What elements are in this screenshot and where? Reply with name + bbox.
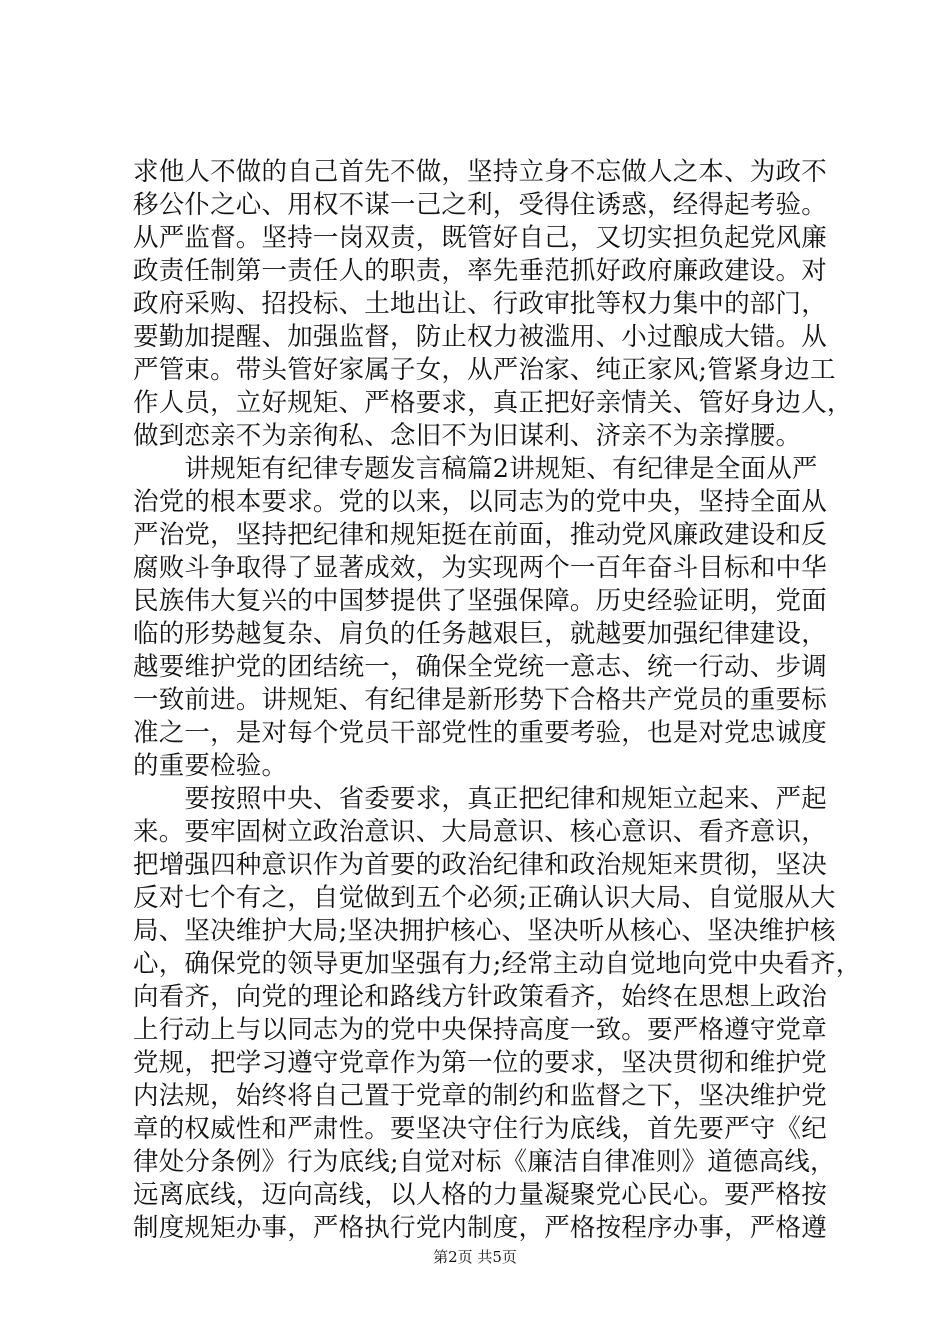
text-line: 律处分条例》行为底线;自觉对标《廉洁自律准则》道德高线， xyxy=(133,1147,836,1177)
text-line: 严管束。带头管好家属子女，从严治家、纯正家风;管紧身边工 xyxy=(133,355,836,385)
text-line: 作人员，立好规矩、严格要求，真正把好亲情关、管好身边人， xyxy=(133,388,853,418)
text-line: 要勤加提醒、加强监督，防止权力被滥用、小过酿成大错。从 xyxy=(133,322,827,352)
text-line: 制度规矩办事，严格执行党内制度，严格按程序办事，严格遵 xyxy=(133,1213,827,1243)
text-line: 的重要检验。 xyxy=(133,751,288,781)
text-line: 移公仆之心、用权不谋一己之利，受得住诱惑，经得起考验。 xyxy=(133,190,827,220)
text-line: 来。要牢固树立政治意识、大局意识、核心意识、看齐意识， xyxy=(133,817,827,847)
text-line: 党规，把学习遵守党章作为第一位的要求，坚决贯彻和维护党 xyxy=(133,1048,827,1078)
text-line: 治党的根本要求。党的以来，以同志为的党中央，坚持全面从 xyxy=(133,487,827,517)
text-line: 章的权威性和严肃性。要坚决守住行为底线，首先要严守《纪 xyxy=(133,1114,827,1144)
text-line: 反对七个有之，自觉做到五个必须;正确认识大局、自觉服从大 xyxy=(133,883,836,913)
text-line: 局、坚决维护大局;坚决拥护核心、坚决听从核心、坚决维护核 xyxy=(133,916,836,946)
text-line: 讲规矩有纪律专题发言稿篇2讲规矩、有纪律是全面从严 xyxy=(133,454,818,484)
text-line: 向看齐，向党的理论和路线方针政策看齐，始终在思想上政治 xyxy=(133,982,827,1012)
page-number-footer: 第2页 共5页 xyxy=(433,1248,517,1266)
text-line: 从严监督。坚持一岗双责，既管好自己，又切实担负起党风廉 xyxy=(133,223,827,253)
text-line: 严治党，坚持把纪律和规矩挺在前面，推动党风廉政建设和反 xyxy=(133,520,827,550)
text-line: 心，确保党的领导更加坚强有力;经常主动自觉地向党中央看齐， xyxy=(133,949,862,979)
text-line: 把增强四种意识作为首要的政治纪律和政治规矩来贯彻，坚决 xyxy=(133,850,827,880)
text-line: 民族伟大复兴的中国梦提供了坚强保障。历史经验证明，党面 xyxy=(133,586,827,616)
text-line: 政府采购、招投标、土地出让、行政审批等权力集中的部门， xyxy=(133,289,827,319)
text-line: 政责任制第一责任人的职责，率先垂范抓好政府廉政建设。对 xyxy=(133,256,827,286)
text-line: 一致前进。讲规矩、有纪律是新形势下合格共产党员的重要标 xyxy=(133,685,827,715)
text-line: 越要维护党的团结统一，确保全党统一意志、统一行动、步调 xyxy=(133,652,827,682)
text-line: 远离底线，迈向高线，以人格的力量凝聚党心民心。要严格按 xyxy=(133,1180,827,1210)
text-line: 上行动上与以同志为的党中央保持高度一致。要严格遵守党章 xyxy=(133,1015,827,1045)
text-line: 准之一，是对每个党员干部党性的重要考验，也是对党忠诚度 xyxy=(133,718,827,748)
text-line: 要按照中央、省委要求，真正把纪律和规矩立起来、严起 xyxy=(133,784,827,814)
document-body xyxy=(133,156,862,1245)
text-line: 临的形势越复杂、肩负的任务越艰巨，就越要加强纪律建设， xyxy=(133,619,827,649)
text-line: 求他人不做的自己首先不做，坚持立身不忘做人之本、为政不 xyxy=(133,157,827,187)
text-line: 做到恋亲不为亲徇私、念旧不为旧谋利、济亲不为亲撑腰。 xyxy=(133,421,802,451)
text-line: 腐败斗争取得了显著成效，为实现两个一百年奋斗目标和中华 xyxy=(133,553,827,583)
text-line: 内法规，始终将自己置于党章的制约和监督之下，坚决维护党 xyxy=(133,1081,827,1111)
